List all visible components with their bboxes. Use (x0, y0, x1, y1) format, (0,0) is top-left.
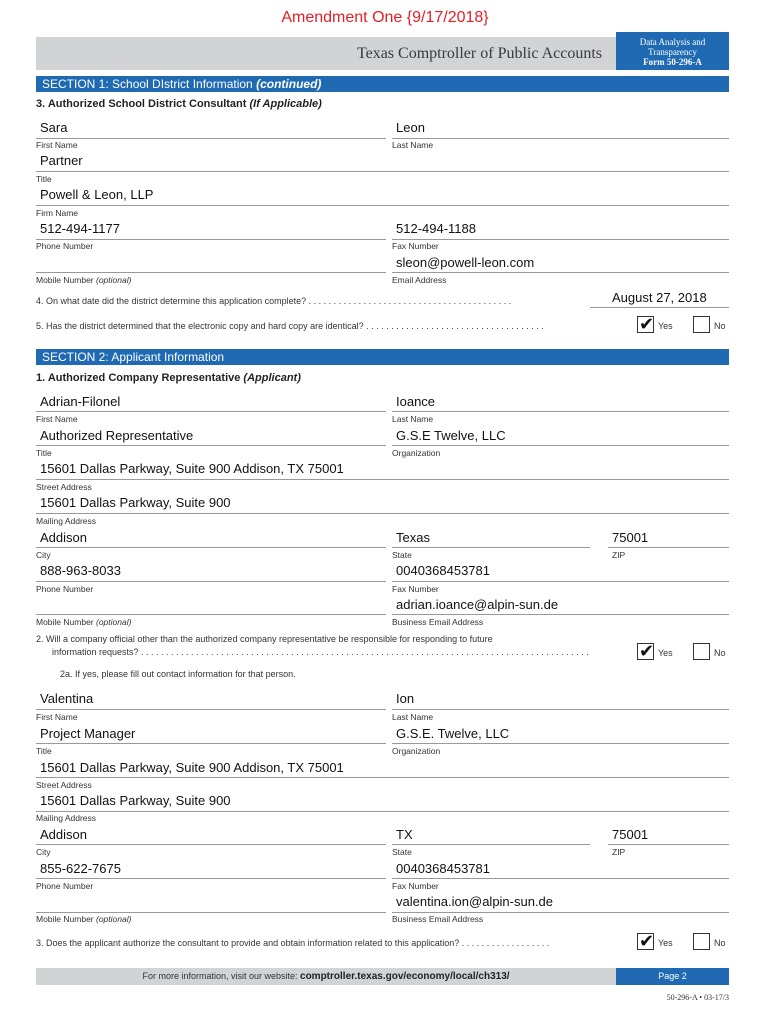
label-optional: (optional) (96, 914, 132, 924)
q2-no-checkbox[interactable] (693, 643, 710, 660)
completion-date[interactable]: August 27, 2018 (612, 290, 707, 305)
label-city: City (36, 550, 51, 560)
field-line (36, 743, 386, 744)
label-mobile-text: Mobile Number (36, 617, 96, 627)
consultant-first-name[interactable]: Sara (40, 120, 68, 135)
label-business-email: Business Email Address (392, 914, 484, 924)
checkmark-icon: ✔ (639, 931, 655, 951)
contact-last-name[interactable]: Ion (396, 691, 415, 706)
label-zip: ZIP (612, 550, 626, 560)
contact-email[interactable]: valentina.ion@alpin-sun.de (396, 894, 554, 909)
field-line (36, 878, 386, 879)
field-line (36, 844, 386, 845)
field-line (392, 709, 729, 710)
checkmark-icon: ✔ (639, 314, 655, 334)
field-line (590, 307, 729, 308)
label-title: Title (36, 448, 52, 458)
label-fax: Fax Number (392, 881, 439, 891)
contact-street[interactable]: 15601 Dallas Parkway, Suite 900 Addison, TX 75001 (40, 760, 344, 775)
field-line (608, 844, 729, 845)
question-4: 4. On what date did the district determine this application complete? . . . . . . . . . . . . . . . . . . . . . . . . . . . . . . . . . . . . . . . . . (36, 296, 512, 306)
field-line (392, 272, 729, 273)
footer-bar (36, 968, 616, 985)
field-line (392, 581, 729, 582)
rep-state[interactable]: Texas (396, 530, 430, 545)
label-last-name: Last Name (392, 712, 434, 722)
page-number: Page 2 (616, 968, 729, 985)
label-street: Street Address (36, 780, 92, 790)
label-phone: Phone Number (36, 881, 94, 891)
q3-yes-label: Yes (658, 938, 673, 948)
label-last-name: Last Name (392, 414, 434, 424)
dept-line-2: Transparency (648, 47, 697, 57)
label-organization: Organization (392, 448, 441, 458)
field-line (36, 912, 386, 913)
field-line (36, 171, 729, 172)
label-optional: (optional) (96, 275, 132, 285)
contact-first-name[interactable]: Valentina (40, 691, 94, 706)
q3-no-label: No (714, 938, 726, 948)
field-line (392, 239, 729, 240)
label-street: Street Address (36, 482, 92, 492)
label-phone: Phone Number (36, 584, 94, 594)
field-line (36, 709, 386, 710)
consultant-heading-note: (If Applicable) (249, 98, 322, 110)
label-city: City (36, 847, 51, 857)
contact-phone[interactable]: 855-622-7675 (40, 861, 121, 876)
consultant-fax[interactable]: 512-494-1188 (396, 221, 476, 236)
field-line (392, 844, 590, 845)
label-mobile (36, 617, 131, 627)
form-code: 50-296-A • 03-17/3 (666, 993, 729, 1002)
field-line (392, 743, 729, 744)
label-mobile-text: Mobile Number (36, 275, 96, 285)
question-2-line-2: information requests? . . . . . . . . . . . . . . . . . . . . . . . . . . . . . . . . . . . . . . . . . . . . . . . . . . . . . . . . . . . . . . . . . . . . . . . . . . . . . . . . . . . . . . . . . . (52, 647, 589, 657)
field-line (36, 547, 386, 548)
contact-mailing[interactable]: 15601 Dallas Parkway, Suite 900 (40, 793, 231, 808)
rep-phone[interactable]: 888-963-8033 (40, 563, 121, 578)
consultant-phone[interactable]: 512-494-1177 (40, 221, 120, 236)
q5-yes-label: Yes (658, 321, 673, 331)
contact-organization[interactable]: G.S.E. Twelve, LLC (396, 726, 510, 741)
label-state: State (392, 550, 412, 560)
rep-mailing[interactable]: 15601 Dallas Parkway, Suite 900 (40, 495, 231, 510)
rep-last-name[interactable]: Ioance (396, 394, 436, 409)
field-line (36, 138, 386, 139)
q2-yes-checkbox[interactable] (637, 643, 654, 660)
question-2a: 2a. If yes, please fill out contact information for that person. (60, 669, 296, 679)
label-organization: Organization (392, 746, 441, 756)
footer-link[interactable]: comptroller.texas.gov/economy/local/ch313/ (300, 971, 510, 982)
field-line (36, 811, 729, 812)
consultant-firm[interactable]: Powell & Leon, LLP (40, 187, 154, 202)
label-first-name: First Name (36, 140, 78, 150)
field-line (36, 205, 729, 206)
representative-heading (36, 372, 301, 384)
q3-yes-checkbox[interactable] (637, 933, 654, 950)
form-id-box (616, 32, 729, 70)
rep-organization[interactable]: G.S.E Twelve, LLC (396, 428, 506, 443)
label-mobile-text: Mobile Number (36, 914, 96, 924)
label-first-name: First Name (36, 712, 78, 722)
contact-title[interactable]: Project Manager (40, 726, 136, 741)
field-line (392, 912, 729, 913)
question-5: 5. Has the district determined that the electronic copy and hard copy are identical? . . . . . . . . . . . . . . . . . . . . . . . . . . . . . . . . . . . . (36, 321, 544, 331)
q2-yes-label: Yes (658, 648, 673, 658)
checkmark-icon: ✔ (639, 641, 655, 661)
section1-continued: (continued) (256, 77, 322, 91)
field-line (392, 878, 729, 879)
question-2-line-1: 2. Will a company official other than the authorized company representative be responsible for responding to future (36, 634, 493, 644)
label-zip: ZIP (612, 847, 626, 857)
label-title: Title (36, 746, 52, 756)
label-fax: Fax Number (392, 241, 439, 251)
representative-heading-note: (Applicant) (243, 372, 301, 384)
rep-street[interactable]: 15601 Dallas Parkway, Suite 900 Addison, TX 75001 (40, 461, 344, 476)
field-line (608, 547, 729, 548)
section2-title: SECTION 2: Applicant Information (42, 350, 225, 364)
rep-zip[interactable]: 75001 (612, 530, 649, 545)
field-line (36, 411, 386, 412)
label-first-name: First Name (36, 414, 78, 424)
label-mobile (36, 275, 131, 285)
field-line (36, 581, 386, 582)
field-line (392, 445, 729, 446)
field-line (36, 445, 386, 446)
label-business-email: Business Email Address (392, 617, 484, 627)
field-line (392, 547, 590, 548)
rep-title[interactable]: Authorized Representative (40, 428, 194, 443)
q3-no-checkbox[interactable] (693, 933, 710, 950)
label-optional: (optional) (96, 617, 132, 627)
field-line (36, 272, 386, 273)
field-line (36, 479, 729, 480)
contact-zip[interactable]: 75001 (612, 827, 649, 842)
form-number: Form 50-296-A (643, 57, 702, 67)
rep-first-name[interactable]: Adrian-Filonel (40, 394, 121, 409)
consultant-email[interactable]: sleon@powell-leon.com (396, 255, 535, 270)
amendment-note: Amendment One {9/17/2018} (281, 9, 489, 26)
consultant-heading (36, 98, 322, 110)
section1-bar (36, 76, 729, 92)
label-title: Title (36, 174, 52, 184)
agency-title: Texas Comptroller of Public Accounts (356, 45, 602, 62)
field-line (36, 239, 386, 240)
field-line (392, 138, 729, 139)
q5-no-label: No (714, 321, 726, 331)
label-state: State (392, 847, 412, 857)
field-line (36, 513, 729, 514)
label-phone: Phone Number (36, 241, 94, 251)
q2-no-label: No (714, 648, 726, 658)
section2-bar (36, 349, 729, 365)
label-mailing: Mailing Address (36, 813, 97, 823)
label-last-name: Last Name (392, 140, 434, 150)
contact-state[interactable]: TX (396, 827, 413, 842)
consultant-last-name[interactable]: Leon (396, 120, 425, 135)
label-email: Email Address (392, 275, 447, 285)
field-line (36, 614, 386, 615)
field-line (392, 614, 729, 615)
consultant-title[interactable]: Partner (40, 153, 83, 168)
contact-fax[interactable]: 0040368453781 (396, 861, 490, 876)
consultant-heading-text: 3. Authorized School District Consultant (36, 98, 250, 110)
label-mobile (36, 914, 131, 924)
label-mailing: Mailing Address (36, 516, 97, 526)
rep-fax[interactable]: 0040368453781 (396, 563, 490, 578)
contact-city[interactable]: Addison (40, 827, 87, 842)
label-fax: Fax Number (392, 584, 439, 594)
field-line (36, 777, 729, 778)
label-firm-name: Firm Name (36, 208, 79, 218)
representative-heading-text: 1. Authorized Company Representative (36, 372, 244, 384)
footer-text: For more information, visit our website: (142, 971, 301, 981)
rep-email[interactable]: adrian.ioance@alpin-sun.de (396, 597, 559, 612)
section1-title: SECTION 1: School DIstrict Information (42, 77, 257, 91)
rep-city[interactable]: Addison (40, 530, 87, 545)
q5-no-checkbox[interactable] (693, 316, 710, 333)
question-3: 3. Does the applicant authorize the consultant to provide and obtain information related to this application? . . . . . . . . . . . . . . . . . . (36, 938, 550, 948)
header-bar (36, 37, 616, 70)
dept-line-1: Data Analysis and (639, 37, 706, 47)
field-line (392, 411, 729, 412)
q5-yes-checkbox[interactable] (637, 316, 654, 333)
